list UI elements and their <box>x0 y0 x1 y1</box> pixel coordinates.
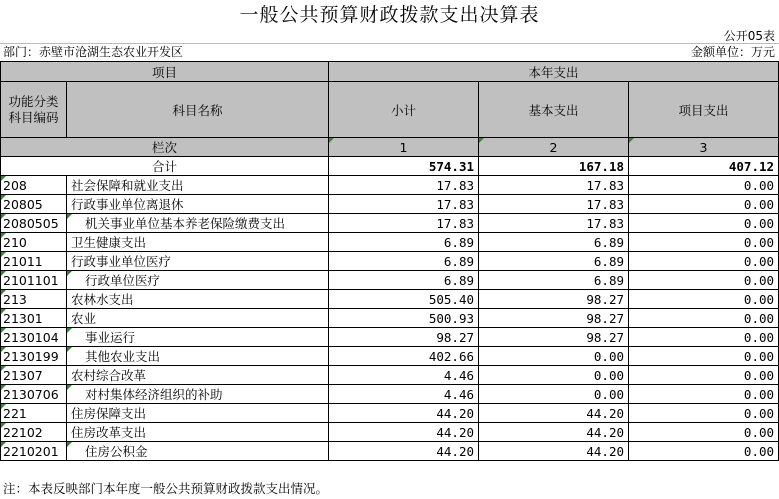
row-project-cell <box>629 385 779 404</box>
header-col2 <box>479 138 629 157</box>
cell-marker-icon <box>67 442 72 447</box>
row-basic-cell <box>479 366 629 385</box>
row-project: 0.00 <box>743 215 775 231</box>
col1-label: 1 <box>399 139 408 155</box>
row-subtotal: 17.83 <box>436 177 475 193</box>
row-subtotal-cell <box>329 423 479 442</box>
row-basic: 0.00 <box>593 348 625 364</box>
row-project-cell <box>629 252 779 271</box>
row-subject-name-cell <box>67 309 329 328</box>
row-subject-name: 社会保障和就业支出 <box>71 178 184 193</box>
report-title: 一般公共预算财政拨款支出决算表 <box>239 4 540 26</box>
form-code: 公开05表 <box>723 29 775 43</box>
row-subject-name-cell <box>67 214 329 233</box>
cell-marker-icon <box>1 233 6 238</box>
row-subject-name: 其他农业支出 <box>85 349 161 364</box>
row-code-cell <box>1 385 67 404</box>
table-row <box>1 176 779 195</box>
row-subject-name: 行政事业单位离退休 <box>71 197 184 212</box>
cell-marker-icon <box>67 385 72 390</box>
header-item: 项目 <box>1 62 329 82</box>
cell-marker-icon <box>1 176 6 181</box>
row-subtotal-cell <box>329 347 479 366</box>
row-basic-cell <box>479 423 629 442</box>
row-code: 2210201 <box>3 443 59 459</box>
row-subtotal: 44.20 <box>436 424 475 440</box>
row-code: 221 <box>3 405 27 421</box>
row-code-cell <box>1 347 67 366</box>
table-row <box>1 214 779 233</box>
cell-marker-icon <box>67 214 72 219</box>
row-subtotal-cell <box>329 309 479 328</box>
table-row <box>1 252 779 271</box>
cell-marker-icon <box>1 442 6 447</box>
row-project: 0.00 <box>743 253 775 269</box>
row-subtotal-cell <box>329 252 479 271</box>
row-basic: 44.20 <box>586 405 625 421</box>
row-subtotal: 98.27 <box>436 329 475 345</box>
row-subject-name: 事业运行 <box>85 330 136 345</box>
row-project: 0.00 <box>743 310 775 326</box>
row-code: 21307 <box>3 367 43 383</box>
row-basic: 44.20 <box>586 443 625 459</box>
total-row <box>1 157 779 176</box>
row-subtotal: 6.89 <box>443 253 475 269</box>
col2-label: 2 <box>549 139 558 155</box>
row-basic-cell <box>479 214 629 233</box>
row-project-cell <box>629 290 779 309</box>
header-year-expense: 本年支出 <box>329 62 779 82</box>
row-project-cell <box>629 347 779 366</box>
row-project-cell <box>629 195 779 214</box>
table-row <box>1 233 779 252</box>
row-basic: 6.89 <box>593 272 625 288</box>
row-subtotal-cell <box>329 233 479 252</box>
row-project-cell <box>629 309 779 328</box>
row-code-cell <box>1 423 67 442</box>
row-subject-name-cell <box>67 404 329 423</box>
row-code: 2130199 <box>3 348 59 364</box>
table-row <box>1 404 779 423</box>
row-project: 0.00 <box>743 367 775 383</box>
table-row <box>1 309 779 328</box>
row-project: 0.00 <box>743 234 775 250</box>
row-subtotal: 17.83 <box>436 215 475 231</box>
row-project-cell <box>629 423 779 442</box>
row-project: 0.00 <box>743 386 775 402</box>
row-subtotal: 6.89 <box>443 272 475 288</box>
row-basic-cell <box>479 442 629 461</box>
row-project-cell <box>629 442 779 461</box>
table-row <box>1 328 779 347</box>
total-label: 合计 <box>1 157 329 176</box>
table-row <box>1 271 779 290</box>
row-subtotal-cell <box>329 176 479 195</box>
row-subtotal: 500.93 <box>428 310 475 326</box>
row-project-cell <box>629 214 779 233</box>
row-code: 21301 <box>3 310 43 326</box>
row-code-cell <box>1 271 67 290</box>
header-func-code: 功能分类 科目编码 <box>1 82 67 138</box>
row-project: 0.00 <box>743 329 775 345</box>
footnote: 注：本表反映部门本年度一般公共预算财政拨款支出情况。 <box>3 481 329 496</box>
row-basic: 6.89 <box>593 234 625 250</box>
row-project: 0.00 <box>743 291 775 307</box>
row-subject-name-cell <box>67 442 329 461</box>
row-basic-cell <box>479 271 629 290</box>
row-code: 208 <box>3 177 27 193</box>
row-code-cell <box>1 233 67 252</box>
row-code: 210 <box>3 234 27 250</box>
row-subtotal: 6.89 <box>443 234 475 250</box>
cell-marker-icon <box>1 309 6 314</box>
row-basic: 98.27 <box>586 291 625 307</box>
cell-marker-icon <box>1 195 6 200</box>
table-row <box>1 442 779 461</box>
row-basic: 98.27 <box>586 329 625 345</box>
row-project-cell <box>629 271 779 290</box>
cell-marker-icon <box>1 214 6 219</box>
row-subject-name-cell <box>67 366 329 385</box>
cell-marker-icon <box>67 328 72 333</box>
row-code-cell <box>1 252 67 271</box>
row-subject-name: 行政单位医疗 <box>85 273 161 288</box>
row-basic: 17.83 <box>586 177 625 193</box>
table-row <box>1 385 779 404</box>
department-label: 部门：赤壁市沧湖生态农业开发区 <box>3 45 184 59</box>
header-subtotal: 小计 <box>329 82 479 138</box>
row-subject-name: 机关事业单位基本养老保险缴费支出 <box>85 216 286 231</box>
row-basic-cell <box>479 176 629 195</box>
row-project: 0.00 <box>743 177 775 193</box>
cell-marker-icon <box>1 423 6 428</box>
expense-table <box>0 61 779 461</box>
col3-label: 3 <box>699 139 708 155</box>
row-basic-cell <box>479 404 629 423</box>
row-subtotal-cell <box>329 290 479 309</box>
row-basic-cell <box>479 385 629 404</box>
row-code: 213 <box>3 291 27 307</box>
table-row <box>1 423 779 442</box>
row-basic-cell <box>479 328 629 347</box>
header-col3 <box>629 138 779 157</box>
row-subtotal-cell <box>329 328 479 347</box>
row-subject-name: 住房公积金 <box>85 444 148 459</box>
table-row <box>1 347 779 366</box>
row-subtotal-cell <box>329 195 479 214</box>
row-basic-cell <box>479 290 629 309</box>
row-basic: 6.89 <box>593 253 625 269</box>
row-code: 21011 <box>3 253 43 269</box>
row-project: 0.00 <box>743 196 775 212</box>
row-code: 22102 <box>3 424 43 440</box>
row-subtotal: 17.83 <box>436 196 475 212</box>
row-subtotal: 4.46 <box>443 386 475 402</box>
row-subject-name: 农林水支出 <box>71 292 134 307</box>
cell-marker-icon <box>1 290 6 295</box>
cell-marker-icon <box>1 252 6 257</box>
row-basic-cell <box>479 252 629 271</box>
row-basic-cell <box>479 347 629 366</box>
row-code: 2130104 <box>3 329 59 345</box>
row-code: 20805 <box>3 196 43 212</box>
row-basic: 44.20 <box>586 424 625 440</box>
row-basic: 17.83 <box>586 215 625 231</box>
row-subject-name: 住房保障支出 <box>71 406 147 421</box>
cell-marker-icon <box>67 347 72 352</box>
row-basic: 0.00 <box>593 386 625 402</box>
table-row <box>1 290 779 309</box>
row-subtotal-cell <box>329 385 479 404</box>
row-basic: 0.00 <box>593 367 625 383</box>
row-subject-name-cell <box>67 233 329 252</box>
row-subtotal-cell <box>329 442 479 461</box>
row-basic-cell <box>479 309 629 328</box>
table-row <box>1 366 779 385</box>
row-subject-name: 农业 <box>71 311 97 326</box>
cell-marker-icon <box>67 271 72 276</box>
row-subject-name: 住房改革支出 <box>71 425 147 440</box>
cell-marker-icon <box>1 328 6 333</box>
row-project: 0.00 <box>743 405 775 421</box>
header-column-no: 栏次 <box>1 138 329 157</box>
row-subject-name-cell <box>67 195 329 214</box>
row-subtotal: 44.20 <box>436 405 475 421</box>
row-subtotal: 4.46 <box>443 367 475 383</box>
row-subject-name: 对村集体经济组织的补助 <box>85 387 223 402</box>
row-subject-name-cell <box>67 271 329 290</box>
cell-marker-icon <box>1 347 6 352</box>
row-subject-name-cell <box>67 328 329 347</box>
row-project-cell <box>629 233 779 252</box>
total-subtotal: 574.31 <box>329 157 479 176</box>
row-code-cell <box>1 404 67 423</box>
row-subtotal-cell <box>329 404 479 423</box>
row-project: 0.00 <box>743 348 775 364</box>
table-row <box>1 195 779 214</box>
row-subject-name: 农村综合改革 <box>71 368 147 383</box>
row-code: 2101101 <box>3 272 59 288</box>
row-code-cell <box>1 366 67 385</box>
cell-marker-icon <box>1 271 6 276</box>
row-subtotal: 505.40 <box>428 291 475 307</box>
row-subject-name-cell <box>67 176 329 195</box>
row-basic-cell <box>479 233 629 252</box>
row-subject-name: 行政事业单位医疗 <box>71 254 172 269</box>
row-code-cell <box>1 195 67 214</box>
row-project-cell <box>629 404 779 423</box>
row-basic-cell <box>479 195 629 214</box>
header-project: 项目支出 <box>629 82 779 138</box>
row-code: 2080505 <box>3 215 59 231</box>
header-col1 <box>329 138 479 157</box>
row-subtotal-cell <box>329 366 479 385</box>
row-project: 0.00 <box>743 443 775 459</box>
row-subject-name-cell <box>67 423 329 442</box>
row-basic: 17.83 <box>586 196 625 212</box>
row-code-cell <box>1 328 67 347</box>
row-code-cell <box>1 176 67 195</box>
row-subtotal: 44.20 <box>436 443 475 459</box>
row-code-cell <box>1 442 67 461</box>
row-code: 2130706 <box>3 386 59 402</box>
row-project: 0.00 <box>743 272 775 288</box>
row-project: 0.00 <box>743 424 775 440</box>
row-subtotal-cell <box>329 214 479 233</box>
row-subject-name-cell <box>67 290 329 309</box>
row-subtotal: 402.66 <box>428 348 475 364</box>
cell-marker-icon <box>1 366 6 371</box>
header-basic: 基本支出 <box>479 82 629 138</box>
row-code-cell <box>1 290 67 309</box>
row-project-cell <box>629 366 779 385</box>
row-subtotal-cell <box>329 271 479 290</box>
header-subject-name: 科目名称 <box>67 82 329 138</box>
row-project-cell <box>629 176 779 195</box>
total-project: 407.12 <box>629 157 779 176</box>
cell-marker-icon <box>1 385 6 390</box>
row-code-cell <box>1 214 67 233</box>
row-subject-name-cell <box>67 347 329 366</box>
cell-marker-icon <box>1 404 6 409</box>
row-subject-name-cell <box>67 385 329 404</box>
row-subject-name-cell <box>67 252 329 271</box>
row-code-cell <box>1 309 67 328</box>
row-basic: 98.27 <box>586 310 625 326</box>
currency-unit-label: 金额单位：万元 <box>690 45 775 59</box>
total-basic: 167.18 <box>479 157 629 176</box>
row-subject-name: 卫生健康支出 <box>71 235 147 250</box>
row-project-cell <box>629 328 779 347</box>
